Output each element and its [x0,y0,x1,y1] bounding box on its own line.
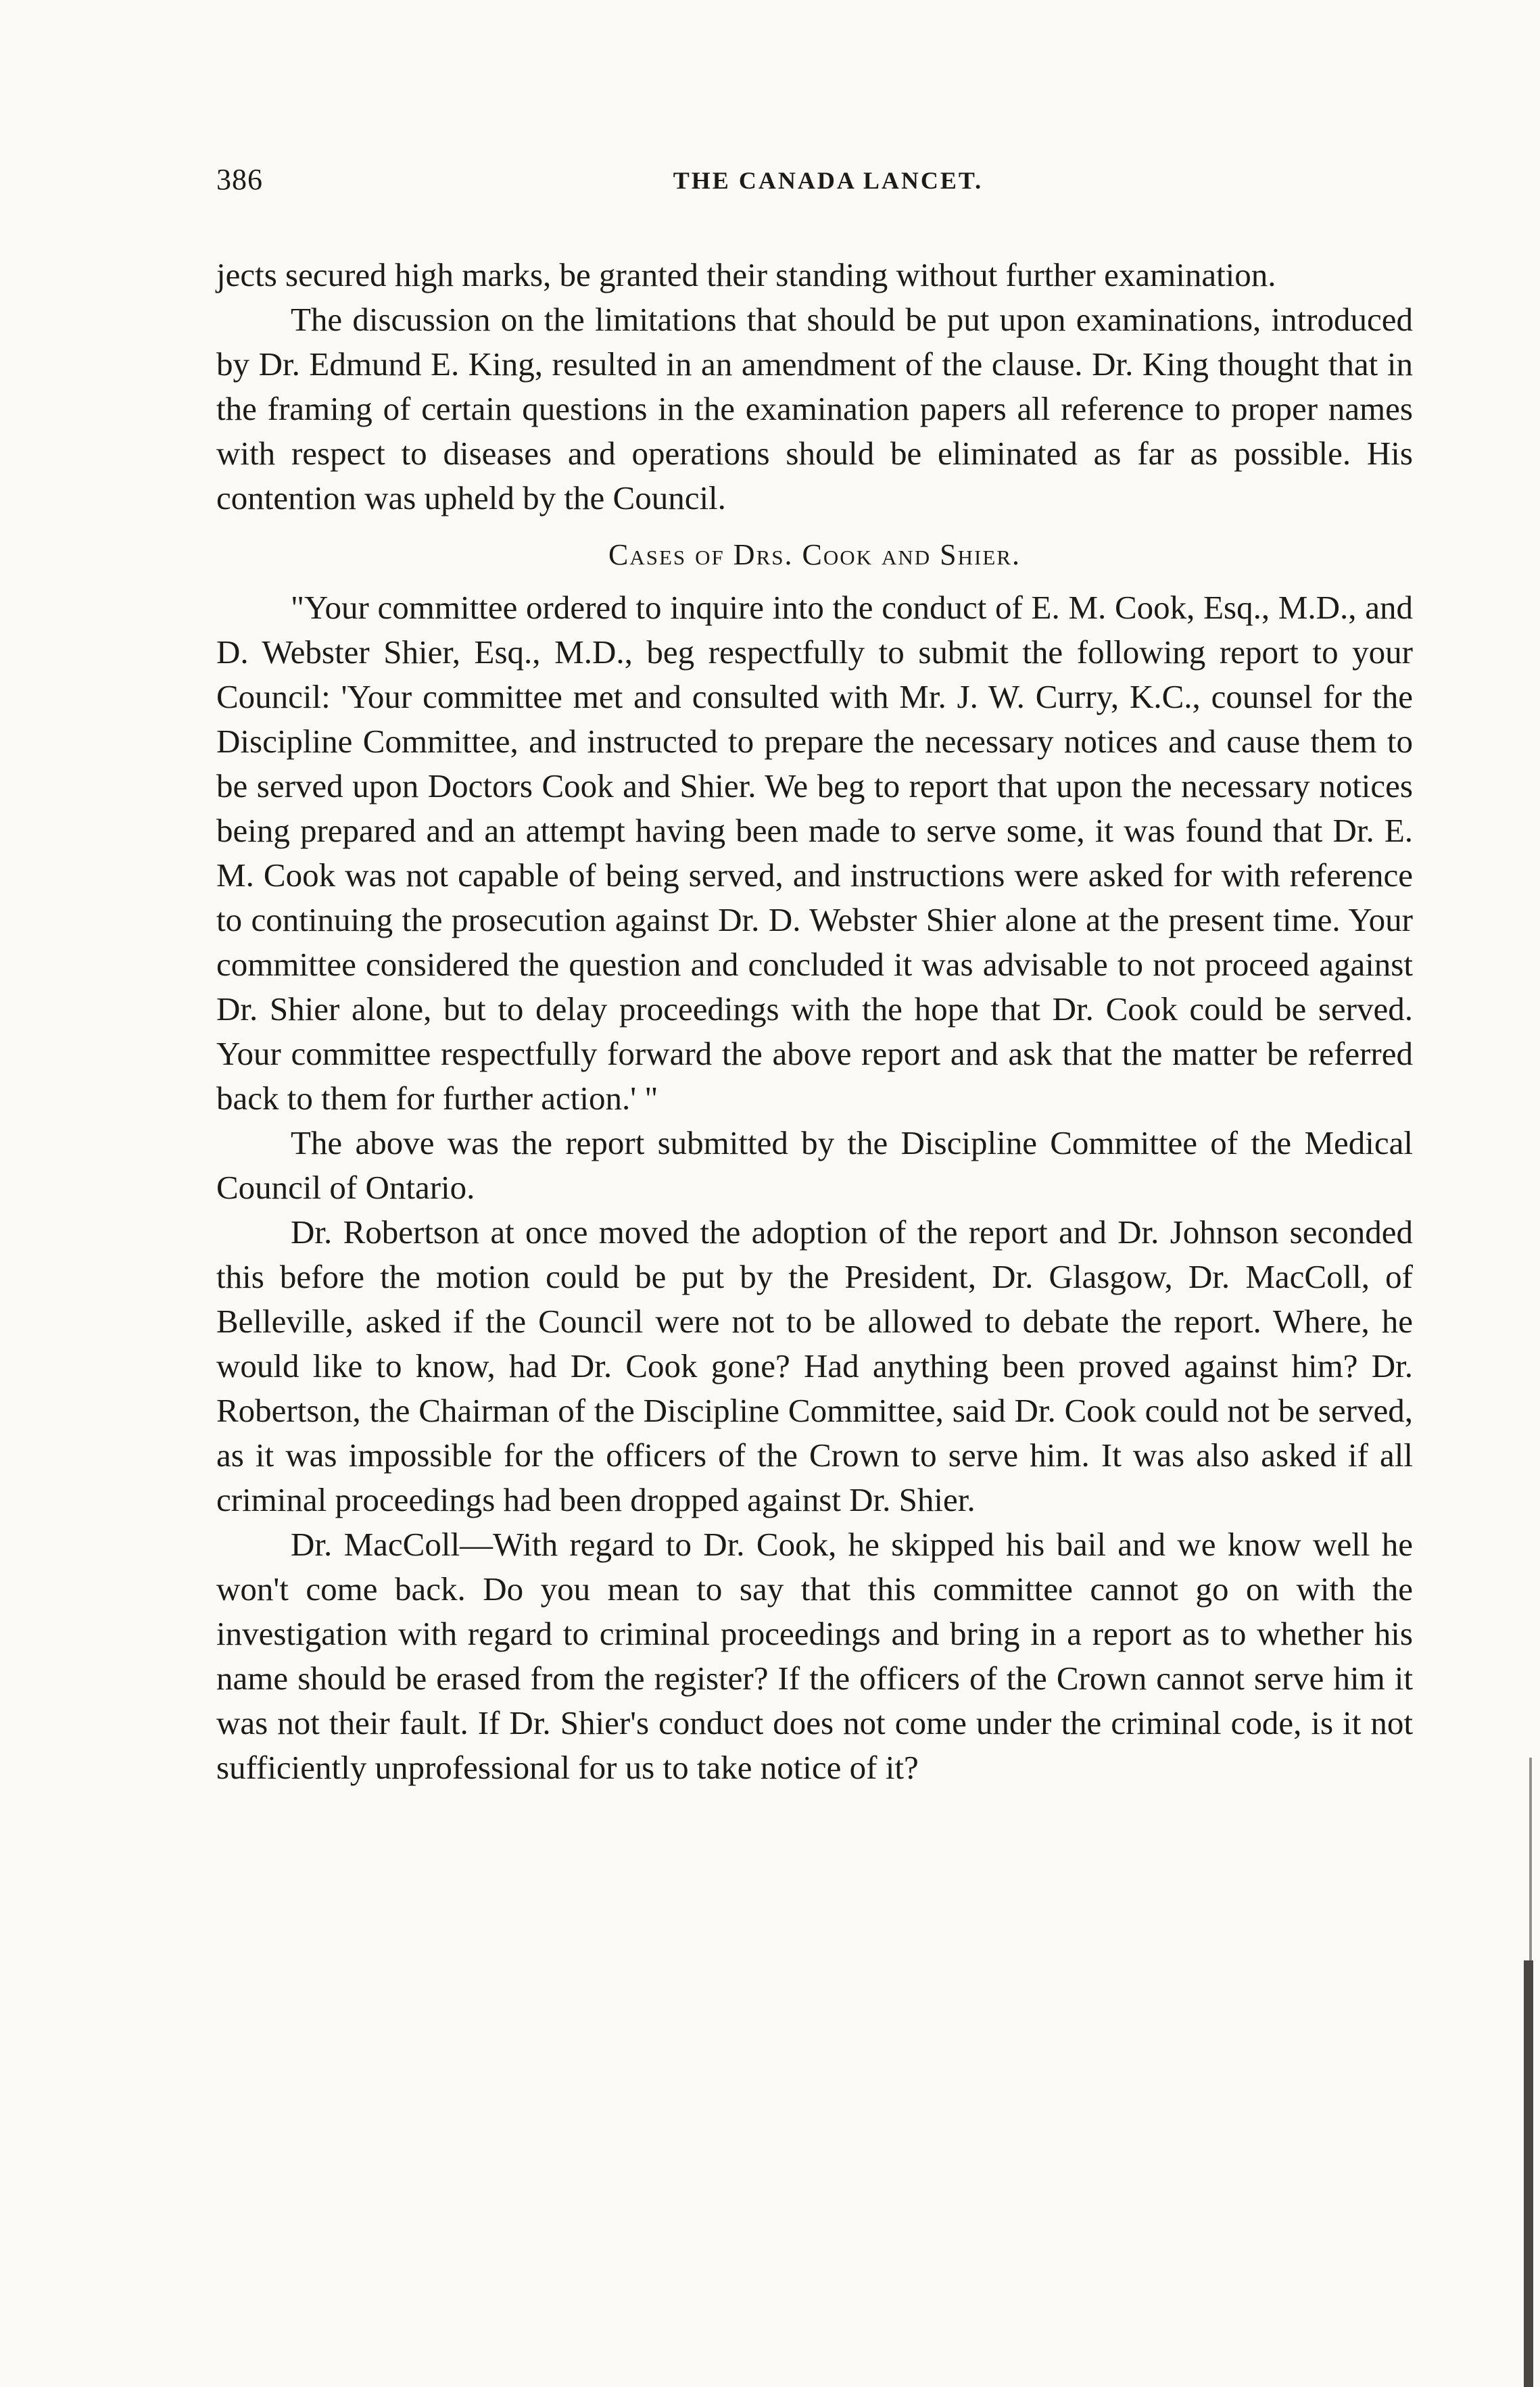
paragraph-continuation: jects secured high marks, be granted their standing without further examination. [216,256,1276,293]
page-header [216,162,1413,216]
running-title: THE CANADA LANCET. [673,167,984,194]
paragraph-maccoll-statement: Dr. MacColl—With regard to Dr. Cook, he skipped his bail and we know well he won't come back. Do you mean to say that this committee cannot go on with the investigation with regard to criminal proceedings and bring in a report as to whether his name should be erased from the register? If the officers of the Crown cannot serve him it was not their fault. If Dr. Shier's conduct does not come under the criminal code, is it not sufficiently unprofessional for us to take notice of it? [216,1526,1413,1786]
section-heading: Cases of Drs. Cook and Shier. [608,538,1021,571]
paragraph-examination-limitations: The discussion on the limitations that should be put upon examinations, introduced by Dr. Edmund E. King, resulted in an amendment of the clause. Dr. King thought that in the framing of certain questions in the examination papers all reference to proper names with respect to diseases and operations should be eliminated as far as possible. His contention was upheld by the Council. [216,301,1413,516]
scan-edge-shadow-thin [1529,1758,1532,1960]
paragraph-council-debate: Dr. Robertson at once moved the adoption of the report and Dr. Johnson seconded this before the motion could be put by the President, Dr. Glasgow, Dr. MacColl, of Belleville, asked if the Council were not to be allowed to debate the report. Where, he would like to know, had Dr. Cook gone? Had anything been proved against him? Dr. Robertson, the Chairman of the Discipline Committee, said Dr. Cook could not be served, as it was impossible for the officers of the Crown to serve him. It was also asked if all criminal proceedings had been dropped against Dr. Shier. [216,1213,1413,1518]
page-number: 386 [216,163,263,196]
article-body [216,253,1413,1790]
scan-edge-shadow [1524,1960,1533,2387]
paragraph-committee-report: "Your committee ordered to inquire into the conduct of E. M. Cook, Esq., M.D., and D. Webster Shier, Esq., M.D., beg respectfully to submit the following report to your Council: 'Your committee met and consulted with Mr. J. W. Curry, K.C., counsel for the Discipline Committee, and instructed to prepare the necessary notices and cause them to be served upon Doctors Cook and Shier. We beg to report that upon the necessary notices being prepared and an attempt having been made to serve some, it was found that Dr. E. M. Cook was not capable of being served, and instructions were asked for with reference to continuing the prosecution against Dr. D. Webster Shier alone at the present time. Your committee considered the question and concluded it was advisable to not proceed against Dr. Shier alone, but to delay proceedings with the hope that Dr. Cook could be served. Your committee respectfully forward the above report and ask that the matter be referred back to them for further action.' " [216,589,1413,1117]
paragraph-report-source: The above was the report submitted by the Discipline Committee of the Medical Council of Ontario. [216,1124,1413,1206]
